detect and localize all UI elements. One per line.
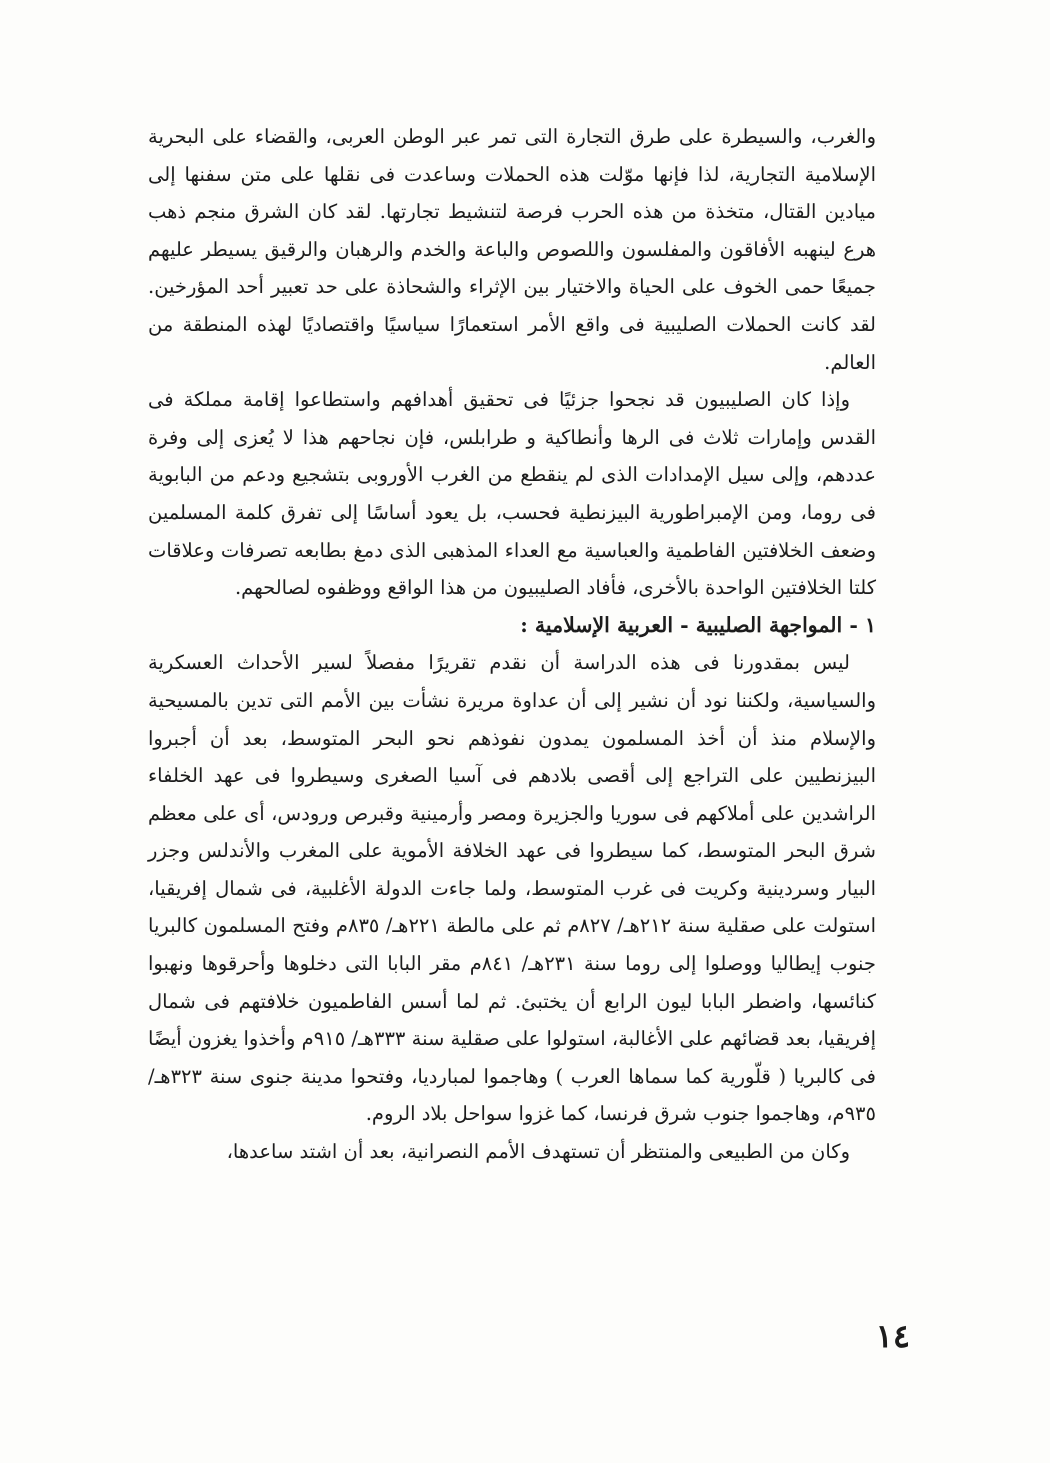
paragraph-1: والغرب، والسيطرة على طرق التجارة التى تمر عبر الوطن العربى، والقضاء على البحرية الإسلامية التجارية، لذا فإنها موّلت هذه الحملات وساعدت فى نقلها على متن سفنها إلى ميادين القتال، متخذة من هذه الحرب فرصة لتنشيط تجارتها. لقد كان الشرق منجم ذهب هرع لينهبه الأفاقون والمفلسون واللصوص والباعة والخدم والرهبان والرقيق يسيطر عليهم جميعًا حمى الخوف على الحياة والاختيار بين الإثراء والشحاذة على حد تعبير أحد المؤرخين. لقد كانت الحملات الصليبية فى واقع الأمر استعمارًا سياسيًا واقتصاديًا لهذه المنطقة من العالم. — [148, 125, 876, 374]
section-heading: ١ - المواجهة الصليبية - العربية الإسلامية : — [520, 612, 876, 637]
body-text — [148, 118, 876, 1171]
paragraph-3: ليس بمقدورنا فى هذه الدراسة أن نقدم تقريرًا مفصلاً لسير الأحداث العسكرية والسياسية، ولكننا نود أن نشير إلى أن عداوة مريرة نشأت بين الأمم التى تدين بالمسيحية والإسلام منذ أن أخذ المسلمون يمدون نفوذهم نحو البحر المتوسط، بعد أن أجبروا البيزنطيين على التراجع إلى أقصى بلادهم فى آسيا الصغرى وسيطروا فى عهد الخلفاء الراشدين على أملاكهم فى سوريا والجزيرة ومصر وأرمينية وقبرص ورودس، أى على معظم شرق البحر المتوسط، كما سيطروا فى عهد الخلافة الأموية على المغرب والأندلس وجزر البيار وسردينية وكريت فى غرب المتوسط، ولما جاءت الدولة الأغلبية، فى شمال إفريقيا، استولت على صقلية سنة ٢١٢هـ/ ٨٢٧م ثم على مالطة ٢٢١هـ/ ٨٣٥م وفتح المسلمون كالبريا جنوب إيطاليا ووصلوا إلى روما سنة ٢٣١هـ/ ٨٤١م مقر البابا التى دخلوها وأحرقوها ونهبوا كنائسها، واضطر البابا ليون الرابع أن يختبئ. ثم لما أسس الفاطميون خلافتهم فى شمال إفريقيا، بعد قضائهم على الأغالبة، استولوا على صقلية سنة ٣٣٣هـ/ ٩١٥م وأخذوا يغزون أيضًا فى كالبريا ( قلّورية كما سماها العرب ) وهاجموا لمبارديا، وفتحوا مدينة جنوى سنة ٣٢٣هـ/ ٩٣٥م، وهاجموا جنوب شرق فرنسا، كما غزوا سواحل بلاد الروم. — [148, 651, 877, 1126]
paragraph-4: وكان من الطبيعى والمنتظر أن تستهدف الأمم النصرانية، بعد أن اشتد ساعدها، — [226, 1140, 850, 1164]
page-number: ١٤ — [875, 1317, 910, 1355]
paragraph-2: وإذا كان الصليبيون قد نجحوا جزئيًا فى تحقيق أهدافهم واستطاعوا إقامة مملكة فى القدس وإمارات ثلاث فى الرها وأنطاكية و طرابلس، فإن نجاحهم هذا لا يُعزى إلى وفرة عددهم، وإلى سيل الإمدادات الذى لم ينقطع من الغرب الأوروبى بتشجيع ودعم من البابوية فى روما، ومن الإمبراطورية البيزنطية فحسب، بل يعود أساسًا إلى تفرق كلمة المسلمين وضعف الخلافتين الفاطمية والعباسية مع العداء المذهبى الذى دمغ بطابعه تصرفات وعلاقات كلتا الخلافتين الواحدة بالأخرى، فأفاد الصليبيون من هذا الواقع ووظفوه لصالحهم. — [148, 388, 876, 600]
